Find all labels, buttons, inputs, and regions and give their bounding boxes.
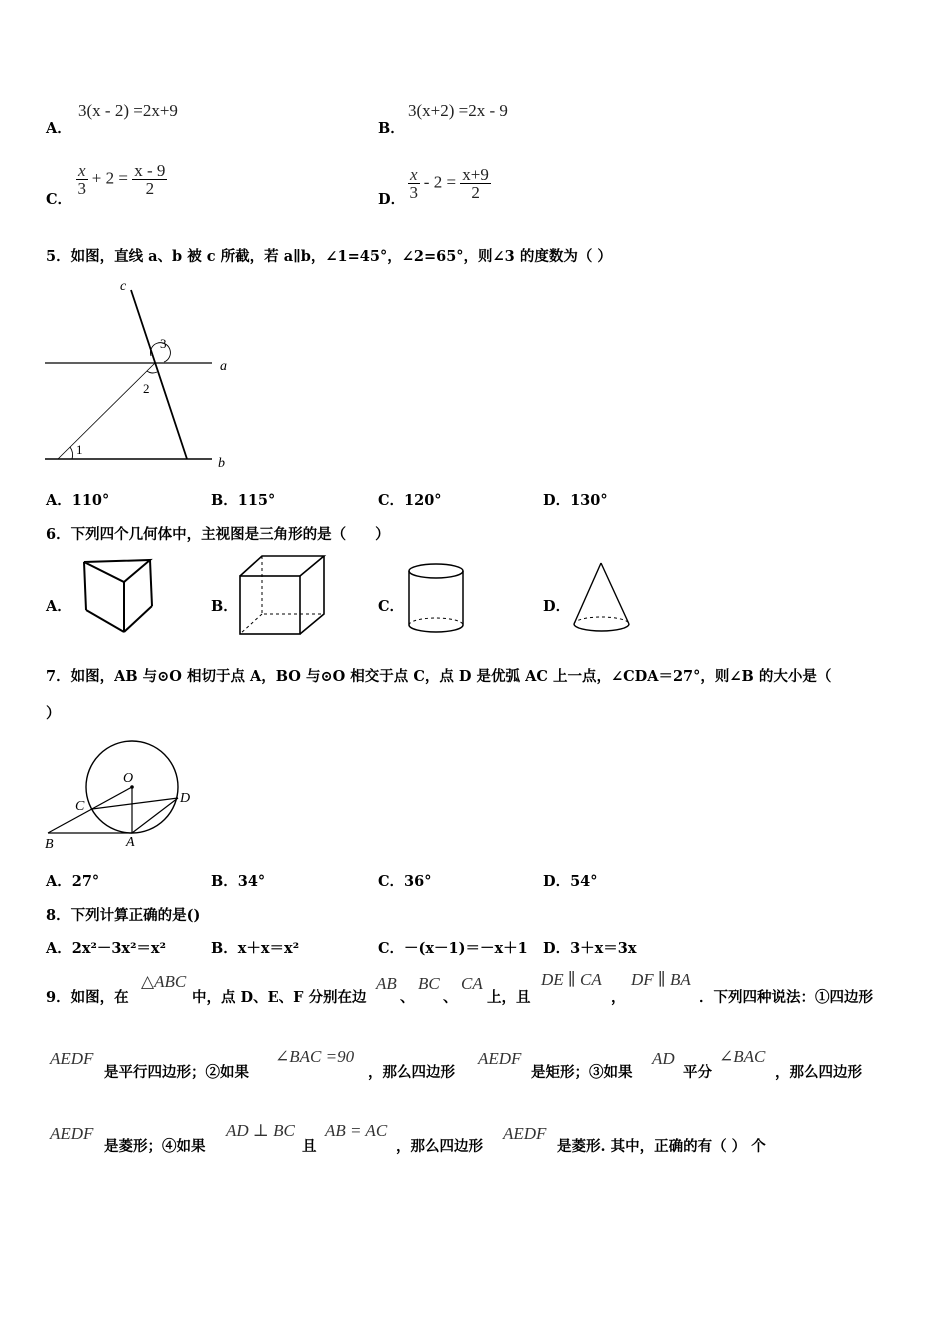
label-c: c	[120, 279, 127, 294]
q8-option-a: A．2x²－3x²＝x²	[46, 940, 166, 957]
q4-option-b-label: B．	[378, 120, 405, 137]
q9-ad: AD	[652, 1049, 675, 1068]
q9-claim1: 是平行四边形；②如果	[104, 1064, 249, 1081]
label-a: A	[126, 835, 135, 850]
q8-option-d: D．3＋x＝3x	[543, 940, 637, 957]
angle-2-arc	[147, 371, 157, 373]
q9-bisects: 平分	[683, 1064, 712, 1081]
q4-c-denominator-2: 2	[145, 179, 155, 198]
q9-claim4-then: ，那么四边形	[396, 1138, 483, 1155]
q7-stem-line1: 7．如图，AB 与⊙O 相切于点 A，BO 与⊙O 相交于点 C，点 D 是优弧 AC 上一点，∠CDA＝27°，则∠B 的大小是（	[46, 668, 832, 685]
q5-option-a: A．110°	[46, 492, 110, 509]
label-angle-2: 2	[143, 381, 150, 396]
q6-label-c: C．	[378, 598, 405, 615]
q4-option-b-expression: 3(x+2) =2x - 9	[408, 101, 508, 120]
q9-question-end: 是菱形. 其中，正确的有（ ） 个	[557, 1138, 766, 1155]
label-b: b	[218, 456, 225, 471]
q9-line1-claims: ．下列四种说法：①四边形	[699, 989, 873, 1006]
q8-option-b: B．x＋x＝x²	[211, 940, 300, 957]
q5-option-d: D．130°	[543, 492, 608, 509]
q9-aedf-3: AEDF	[50, 1124, 94, 1143]
q9-side-ca: CA	[461, 974, 483, 993]
q6-stem: 6．下列四个几何体中，主视图是三角形的是（ ）	[46, 526, 390, 543]
q9-comma: ，	[611, 989, 626, 1006]
q4-c-numerator-2: x - 9	[134, 161, 166, 180]
line-c	[131, 290, 187, 459]
q9-line1-and: 上，且	[487, 989, 531, 1006]
q9-side-bc: BC	[418, 974, 440, 993]
q7-option-d: D．54°	[543, 873, 598, 890]
q4-c-numerator-1: x	[78, 161, 86, 180]
q4-option-d-expression	[408, 166, 491, 201]
q6-label-a: A．	[46, 598, 72, 615]
q4-d-denominator-2: 2	[471, 183, 480, 202]
q4-option-a-expression: 3(x - 2) =2x+9	[78, 101, 178, 120]
q9-angle-bac: ∠BAC	[719, 1047, 766, 1066]
q7-option-b: B．34°	[211, 873, 266, 890]
q4-d-numerator-1: x	[410, 165, 418, 184]
q9-ab-eq-ac: AB = AC	[325, 1121, 388, 1140]
q6-option-d-cone	[568, 558, 636, 640]
q6-label-b: B．	[211, 598, 238, 615]
q4-option-d-label: D．	[378, 191, 406, 208]
q4-c-middle: + 2 =	[91, 168, 128, 188]
q9-line1-intro: 9．如图，在	[46, 989, 129, 1006]
q7-option-c: C．36°	[378, 873, 432, 890]
q9-triangle-abc: △ABC	[141, 972, 187, 991]
q4-c-denominator-1: 3	[77, 179, 87, 198]
q9-angle-bac-90: ∠BAC =90	[275, 1047, 355, 1066]
q9-aedf-2: AEDF	[478, 1049, 522, 1068]
label-b: B	[45, 837, 54, 852]
q7-option-a: A．27°	[46, 873, 100, 890]
q9-claim2-rect: 是矩形；③如果	[531, 1064, 633, 1081]
q9-claim2-then: ，那么四边形	[368, 1064, 455, 1081]
label-o: O	[123, 771, 134, 786]
q5-option-b: B．115°	[211, 492, 276, 509]
q9-df-parallel-ba: DF ∥ BA	[631, 970, 691, 989]
q9-side-ab: AB	[376, 974, 397, 993]
q9-aedf-1: AEDF	[50, 1049, 94, 1068]
q8-option-c: C．－(x－1)＝－x＋1	[378, 940, 528, 957]
q9-de-parallel-ca: DE ∥ CA	[541, 970, 602, 989]
q9-aedf-4: AEDF	[503, 1124, 547, 1143]
q9-line1-points: 中，点 D、E、F 分别在边	[192, 989, 367, 1006]
q5-option-c: C．120°	[378, 492, 442, 509]
q5-figure-parallel-lines	[40, 276, 240, 476]
label-a: a	[220, 359, 227, 374]
label-angle-1: 1	[76, 442, 83, 457]
angle-1-arc	[70, 447, 73, 459]
q4-d-numerator-2: x+9	[462, 165, 489, 184]
transversal	[58, 363, 155, 459]
segment-bo	[48, 787, 132, 833]
q5-stem: 5．如图，直线 a、b 被 c 所截，若 a∥b，∠1=45°，∠2=65°，则∠3 的度数为（ ）	[46, 248, 612, 265]
q6-option-b-cube	[236, 552, 330, 638]
q4-option-a-label: A．	[46, 120, 72, 137]
q9-and: 且	[302, 1138, 317, 1155]
q4-option-c-expression	[76, 162, 167, 197]
q9-sep-2: 、	[443, 989, 458, 1006]
q9-claim3-rhombus: 是菱形；④如果	[104, 1138, 206, 1155]
label-d: D	[180, 791, 191, 806]
q6-label-d: D．	[543, 598, 571, 615]
q6-option-a-triangular-prism	[78, 554, 158, 638]
q7-stem-line2: ）	[46, 705, 61, 722]
label-c: C	[75, 799, 85, 814]
q6-option-c-cylinder	[404, 560, 470, 640]
q9-sep-1: 、	[400, 989, 415, 1006]
q9-claim3-then: ，那么四边形	[775, 1064, 862, 1081]
q4-option-c-label: C．	[46, 191, 73, 208]
label-angle-3: 3	[160, 336, 167, 351]
q7-figure-circle-tangent	[40, 736, 210, 854]
q9-ad-perp-bc: AD ⊥ BC	[226, 1121, 295, 1140]
q8-stem: 8．下列计算正确的是()	[46, 907, 201, 924]
q4-d-denominator-1: 3	[409, 183, 419, 202]
q4-d-middle: - 2 =	[423, 172, 457, 192]
